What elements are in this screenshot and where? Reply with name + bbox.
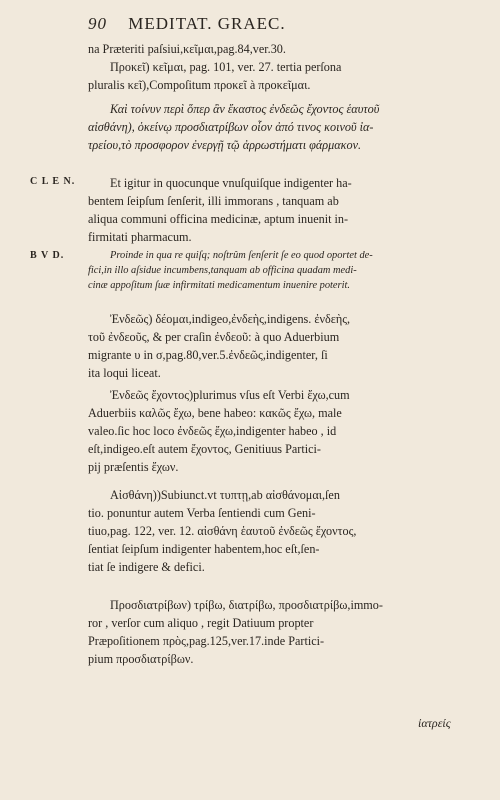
catchword: ἰατρείς	[418, 716, 451, 730]
text-line: Αἰσθάνη))Subiunct.vt τυπτῃ,ab αἰσθάνομαι,ſen	[110, 488, 340, 502]
text-line: bentem ſeipſum ſenſerit, illi immorans , tanquam ab	[88, 194, 339, 208]
text-line: cinæ appoſitum ſuæ infirmitati medicamentum inuenire poterit.	[88, 280, 350, 291]
text-line: Προσδιατρίβων) τρίβω, διατρίβω, προσδιατρίβω,immo-	[110, 598, 383, 612]
text-line: Præpoſitionem πρὸς,pag.125,ver.17.inde Partici-	[88, 634, 325, 648]
text-line: firmitati pharmacum.	[88, 230, 192, 244]
text-line: ſentiat ſeipſum indigenter habentem,hoc eſt,ſen-	[88, 542, 320, 556]
text-line: tio. ponuntur autem Verba ſentiendi cum Geni-	[88, 506, 316, 520]
text-line: Ἐνδεῶς) δέομαι,indigeo,ἐνδεὴς,indigens. ἐνδεὴς,	[110, 312, 351, 326]
text-line: Aduerbiis καλῶς ἔχω, bene habeo: κακῶς ἔχω, male	[88, 406, 342, 420]
text-line: aliqua communi officina medicinæ, aptum inuenit in-	[88, 212, 349, 226]
note-prosdiatribon	[88, 596, 460, 668]
text-line: ita loqui liceat.	[88, 366, 161, 380]
note-endeos	[88, 310, 460, 382]
intro-paragraph	[88, 40, 460, 94]
text-line: migrante υ in σ,pag.80,ver.5.ἐνδεῶς,indigenter, ſi	[88, 348, 328, 362]
clen-translation	[88, 174, 460, 246]
text-line: pluralis κεῖ),Compoſitum προκεῖ à προκεῖμαι.	[88, 78, 311, 92]
text-line: pium προσδιατρίβων.	[88, 652, 194, 666]
note-echontos	[88, 386, 460, 476]
text-line: pij præſentis ἔχων.	[88, 460, 179, 474]
text-line: τρείου,τὸ προσφορον ἐνεργῇ τῷ ἀρρωστήματι φάρμακον.	[88, 138, 362, 152]
note-aisthane	[88, 486, 460, 576]
running-header	[88, 14, 448, 34]
greek-passage	[88, 100, 460, 154]
bud-translation	[88, 248, 460, 293]
text-line: na Præteriti paſsiui,κεῖμαι,pag.84,ver.30.	[88, 42, 286, 56]
text-line: fici,in illo aſsidue incumbens,tanquam ab officina quadam medi-	[88, 265, 357, 276]
text-line: valeo.ſic hoc loco ἐνδεῶς ἔχω,indigenter habeo , id	[88, 424, 337, 438]
text-line: eſt,indigeo.eſt autem ἔχοντος, Genitiuus Partici-	[88, 442, 321, 456]
clen-label: C L E N.	[30, 176, 76, 187]
text-line: ror , verſor cum aliquo , regit Datiuum propter	[88, 616, 314, 630]
text-line: αἰσθάνη), ὁκείνῳ προσδιατρίβων οἷον ἀπό τινος κοινοῦ ἰα-	[88, 120, 374, 134]
text-line: tiuo,pag. 122, ver. 12. αἰσθάνη ἑαυτοῦ ἐνδεῶς ἔχοντος,	[88, 524, 357, 538]
text-line: Προκεῖ) κεῖμαι, pag. 101, ver. 27. tertia perſona	[110, 60, 342, 74]
bud-label: B V D.	[30, 250, 65, 261]
text-line: Proinde in qua re quiſq; noſtrûm ſenſerit ſe eo quod oportet de-	[110, 250, 373, 261]
text-line: Ἐνδεῶς ἔχοντος)plurimus vſus eſt Verbi ἔχω,cum	[110, 388, 350, 402]
running-title: MEDITAT. GRAEC.	[128, 14, 286, 33]
page-number: 90	[88, 14, 107, 33]
text-line: Καὶ τοίνυν περὶ ὅπερ ἂν ἕκαστος ἐνδεῶς ἔχοντος ἑαυτοῦ	[110, 102, 380, 116]
text-line: τοῦ ἐνδεοῦς, & per craſin ἐνδεοῦ: à quo Aduerbium	[88, 330, 340, 344]
text-line: tiat ſe indigere & defici.	[88, 560, 205, 574]
text-line: Et igitur in quocunque vnuſquiſque indigenter ha-	[110, 176, 352, 190]
